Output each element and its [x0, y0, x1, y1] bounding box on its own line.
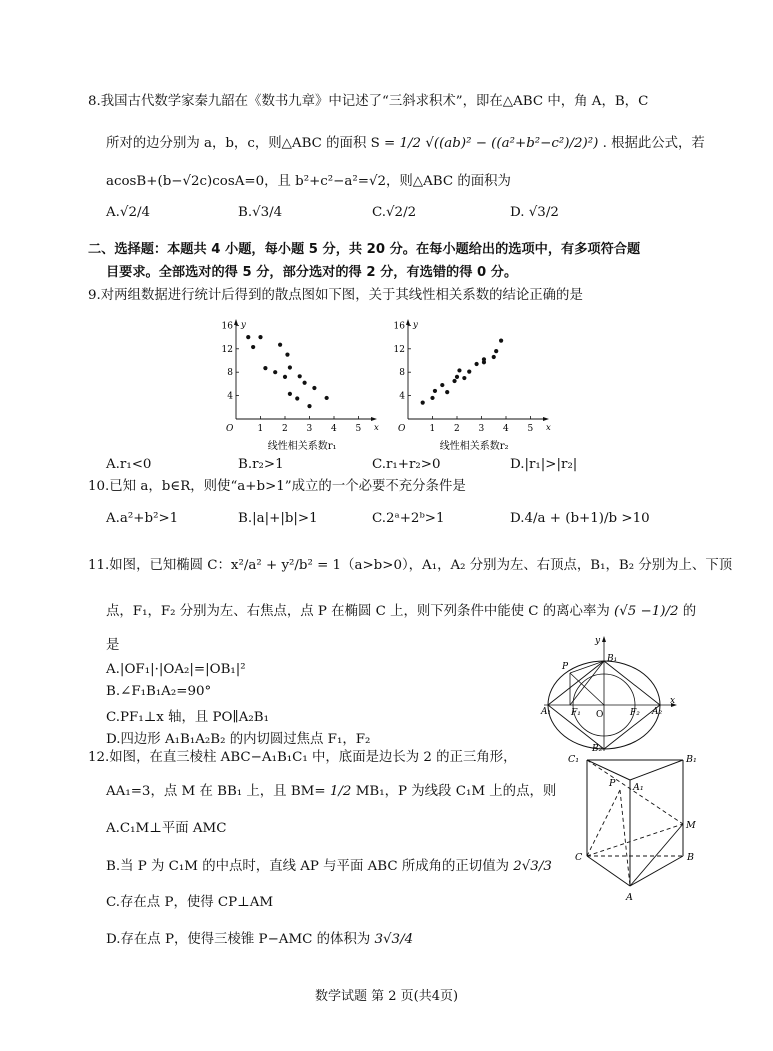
q9-option-d: D.|r₁|>|r₂|	[510, 457, 578, 472]
q12-bm-ratio: 1/2	[329, 784, 352, 799]
origin-label: O	[226, 424, 234, 434]
x-tick-label: 4	[503, 424, 509, 434]
y-tick-label: 8	[227, 368, 233, 379]
scatter-point	[455, 375, 459, 379]
q8-option-b: B.√3/4	[238, 205, 283, 220]
fig-y-arrow-icon	[602, 636, 606, 642]
x-tick-label: 3	[306, 424, 313, 434]
prism-label-a: A	[626, 892, 633, 903]
prism-edge-a1b1	[630, 760, 683, 780]
prism-label-p: P	[609, 778, 616, 789]
y-tick-label: 16	[221, 321, 233, 332]
scatter-point	[312, 386, 316, 390]
q12-line2-start: AA₁=3，点 M 在 BB₁ 上，且 BM=	[106, 784, 326, 799]
q10-option-b: B.|a|+|b|>1	[238, 511, 318, 526]
q8-line3: acosB+(b−√2c)cosA=0，且 b²+c²−a²=√2，则△ABC 的面积为	[106, 174, 511, 189]
scatter-chart-r2	[390, 313, 560, 456]
scatter-point	[273, 370, 277, 374]
origin-label: O	[398, 424, 406, 434]
scatter-point	[258, 335, 262, 339]
y-tick-label: 12	[393, 344, 405, 355]
q9-option-c: C.r₁+r₂>0	[372, 457, 441, 472]
prism-segment-pa	[620, 790, 630, 886]
fig-label-a1: A₁	[541, 707, 552, 717]
x-tick-label: 1	[429, 424, 436, 434]
y-tick-label: 16	[393, 321, 405, 332]
x-tick-label: 2	[282, 424, 288, 434]
scatter-point	[492, 355, 496, 359]
fig-label-o: O	[596, 710, 604, 720]
fig-label-y: y	[595, 636, 601, 646]
q12-option-d-value: 3√3/4	[374, 932, 414, 947]
prism-figure	[565, 748, 700, 908]
fig-label-a2: A₂	[652, 707, 663, 717]
q12-option-b	[106, 855, 552, 874]
fig-segment-po	[570, 673, 604, 705]
scatter-point	[494, 349, 498, 353]
x-axis-name: x	[374, 423, 379, 433]
prism-label-c: C	[575, 852, 583, 863]
ellipse-figure	[540, 633, 680, 753]
q12-option-b-value: 2√3/3	[513, 859, 552, 874]
q12-option-d	[106, 928, 413, 947]
scatter-point	[475, 362, 479, 366]
q12-line2-end: MB₁，P 为线段 C₁M 上的点，则	[355, 784, 557, 799]
prism-edge-ab	[630, 856, 683, 886]
q12-line2	[106, 782, 556, 802]
q10-option-d: D.4/a + (b+1)/b >10	[510, 511, 650, 526]
q8-line2	[106, 134, 705, 154]
fig-label-b2: B₂	[592, 744, 603, 753]
scatter-point	[283, 375, 287, 379]
scatter-point	[499, 339, 503, 343]
scatter-point	[440, 383, 444, 387]
q8-area-formula: 1/2 √((ab)² − ((a²+b²−c²)/2)²)	[399, 136, 599, 151]
prism-label-c1: C₁	[568, 754, 580, 765]
q12-line1: 12.如图，在直三棱柱 ABC−A₁B₁C₁ 中，底面是边长为 2 的正三角形，	[88, 750, 517, 765]
scatter-point	[325, 396, 329, 400]
fig-label-f2: F₂	[630, 708, 640, 718]
scatter-point	[295, 396, 299, 400]
scatter-chart-r1	[218, 313, 388, 456]
prism-label-m: M	[686, 820, 696, 831]
y-tick-label: 8	[399, 368, 405, 379]
scatter-point	[467, 370, 471, 374]
fig-label-f1: F₁	[571, 708, 581, 718]
scatter-point	[263, 366, 267, 370]
q8-option-c: C.√2/2	[372, 205, 417, 220]
q11-option-b: B.∠F₁B₁A₂=90°	[106, 684, 212, 699]
prism-edge-c1a1	[587, 760, 630, 780]
x-axis-arrow-icon	[371, 417, 377, 421]
scatter-point	[462, 376, 466, 380]
q11-line3: 是	[106, 638, 120, 653]
q11-line1: 11.如图，已知椭圆 C：x²/a² + y²/b² = 1（a>b>0），A₁，A₂ 分别为左、右顶点，B₁，B₂ 分别为上、下顶	[88, 558, 733, 573]
scatter-point	[303, 381, 307, 385]
y-tick-label: 4	[227, 391, 233, 402]
x-tick-label: 1	[257, 424, 264, 434]
q9-option-b: B.r₂>1	[238, 457, 284, 472]
q10-option-a: A.a²+b²>1	[106, 511, 179, 526]
q8-option-a: A.√2/4	[106, 205, 151, 220]
q12-option-c: C.存在点 P，使得 CP⊥AM	[106, 895, 274, 910]
scatter-point	[251, 345, 255, 349]
prism-label-b: B	[687, 852, 694, 863]
section2-heading-line2: 目要求。全部选对的得 5 分，部分选对的得 2 分，有选错的得 0 分。	[106, 265, 518, 280]
prism-segment-pc	[587, 790, 620, 856]
prism-segment-cm	[587, 824, 683, 856]
scatter-point	[482, 357, 486, 361]
q12-option-d-text: D.存在点 P，使得三棱锥 P−AMC 的体积为	[106, 932, 371, 947]
y-axis-name: y	[241, 320, 246, 330]
q11-line2-text: 点，F₁，F₂ 分别为左、右焦点，点 P 在椭圆 C 上，则下列条件中能使 C 的离心率为	[106, 604, 610, 619]
x-axis-label: 线性相关系数r₂	[439, 441, 509, 452]
x-axis-arrow-icon	[543, 417, 549, 421]
x-tick-label: 5	[527, 424, 534, 434]
scatter-point	[457, 368, 461, 372]
prism-label-b1: B₁	[686, 754, 697, 765]
q12-option-b-text: B.当 P 为 C₁M 的中点时，直线 AP 与平面 ABC 所成角的正切值为	[106, 859, 509, 874]
q8-line2-start: 所对的边分别为 a，b，c，则△ABC 的面积 S =	[106, 136, 396, 151]
q11-option-a: A.|OF₁|·|OA₂|=|OB₁|²	[106, 662, 246, 677]
x-axis-label: 线性相关系数r₁	[267, 441, 337, 452]
q11-eccentricity: (√5 −1)/2	[614, 604, 679, 619]
scatter-point	[288, 392, 292, 396]
y-tick-label: 12	[221, 344, 233, 355]
section2-heading-line1: 二、选择题：本题共 4 小题，每小题 5 分，共 20 分。在每小题给出的选项中，有多项符合题	[88, 242, 641, 257]
y-axis-arrow-icon	[234, 319, 238, 325]
x-tick-label: 4	[331, 424, 337, 434]
scatter-point	[421, 401, 425, 405]
y-axis-name: y	[413, 320, 418, 330]
q8-option-d: D. √3/2	[510, 205, 559, 220]
scatter-point	[285, 353, 289, 357]
q11-option-d: D.四边形 A₁B₁A₂B₂ 的内切圆过焦点 F₁，F₂	[106, 732, 371, 747]
prism-label-a1: A₁	[633, 782, 644, 793]
scatter-point	[298, 374, 302, 378]
q8-line1: 8.我国古代数学家秦九韶在《数书九章》中记述了“三斜求积术”，即在△ABC 中，角 A，B，C	[88, 94, 649, 109]
q11-option-c: C.PF₁⊥x 轴，且 PO∥A₂B₁	[106, 710, 269, 725]
q11-line2-end: 的	[682, 604, 697, 619]
page-footer: 数学试题 第 2 页(共4页)	[314, 989, 459, 1004]
x-tick-label: 3	[478, 424, 485, 434]
scatter-point	[278, 343, 282, 347]
scatter-point	[433, 389, 437, 393]
fig-label-x: x	[670, 696, 676, 706]
prism-edge-ca	[587, 856, 630, 886]
q12-option-a: A.C₁M⊥平面 AMC	[106, 821, 227, 836]
fig-label-p: P	[562, 662, 569, 672]
scatter-point	[452, 379, 456, 383]
y-tick-label: 4	[399, 391, 405, 402]
q10-option-c: C.2ᵃ+2ᵇ>1	[372, 511, 445, 526]
q11-line2	[106, 602, 696, 622]
y-axis-arrow-icon	[406, 319, 410, 325]
x-tick-label: 5	[355, 424, 362, 434]
x-tick-label: 2	[454, 424, 460, 434]
scatter-point	[445, 390, 449, 394]
scatter-point	[246, 335, 250, 339]
q10-stem: 10.已知 a，b∈R，则使“a+b>1”成立的一个必要不充分条件是	[88, 479, 466, 494]
scatter-point	[288, 365, 292, 369]
q9-stem: 9.对两组数据进行统计后得到的散点图如下图，关于其线性相关系数的结论正确的是	[88, 288, 583, 303]
q8-line2-end: . 根据此公式，若	[602, 136, 705, 151]
scatter-point	[430, 396, 434, 400]
fig-label-b1: B₁	[607, 654, 618, 664]
q9-option-a: A.r₁<0	[106, 457, 152, 472]
x-axis-name: x	[546, 423, 551, 433]
scatter-point	[307, 404, 311, 408]
